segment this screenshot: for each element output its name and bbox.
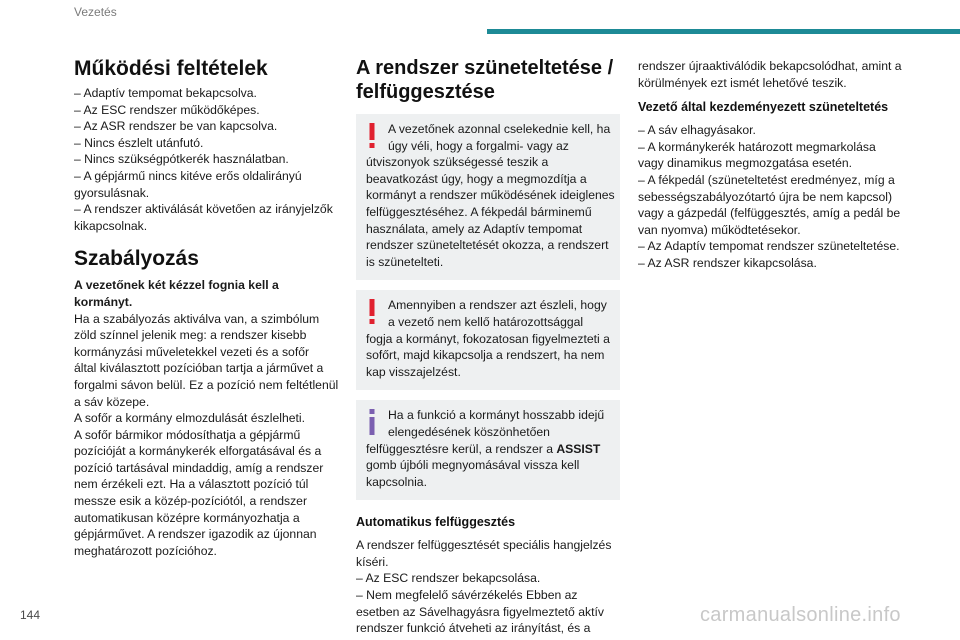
info-line: gomb újbóli megnyomásával vissza kell (366, 458, 580, 473)
condition-line: – Az ESC rendszer működőképes. (74, 102, 260, 117)
bold-line: kormányt. (74, 294, 133, 309)
info-text: felfüggesztésre kerül, a rendszer a (366, 441, 557, 456)
warning-line: fogja a kormányt, fokozatosan figyelmezteti a (366, 331, 610, 346)
body-line: forgalmi sávon belül. Ez a pozíció nem feltétlenül (74, 377, 339, 392)
body-line: A rendszer felfüggesztését speciális hangjelzés (356, 538, 612, 553)
warning-exclamation-icon (368, 123, 376, 149)
warning-line: rendszer szüneteltetését okozza, a rendszert (366, 238, 609, 253)
info-line: Ha a funkció a kormányt hosszabb idejű (388, 408, 605, 423)
body-line: nem érzékeli ezt. Ha a választott pozíció túl (74, 477, 309, 492)
warning-box-2 (356, 290, 620, 390)
subheading-driver-initiated-pause: Vezető által kezdeményezett szüneteltetés (638, 100, 889, 115)
body-line: esetben az Sávelhagyásra figyelmeztető aktív (356, 604, 604, 619)
warning-line: úgy véli, hogy a forgalmi- vagy az (388, 138, 569, 153)
column-2 (356, 56, 620, 637)
body-line: kíséri. (356, 554, 389, 569)
condition-line: – Az ASR rendszer be van kapcsolva. (74, 119, 278, 134)
list-item: – Az ASR rendszer kikapcsolása. (638, 255, 817, 270)
condition-line: – Nincs észlelt utánfutó. (74, 135, 204, 150)
info-line (366, 441, 612, 458)
list-item: sebességszabályozótartó újra be nem kapcsol) (638, 189, 893, 204)
heading-regulation: Szabályozás (74, 247, 199, 271)
body-line: gépjárművet. A rendszer igazodik az újonnan (74, 527, 317, 542)
list-item: vagy dinamikus megmozgatása esetén. (638, 156, 853, 171)
list-item: vagy a gázpedál (felfüggesztés, amíg a pedál be (638, 206, 901, 221)
column-1 (74, 56, 346, 559)
column-3 (638, 58, 904, 272)
body-line: meghatározott pozícióhoz. (74, 543, 217, 558)
heading-operating-conditions: Működési feltételek (74, 57, 268, 80)
condition-line: – A rendszer aktiválását követően az irányjelzők (74, 202, 333, 217)
warning-line: A vezetőnek azonnal cselekednie kell, ha (388, 122, 611, 136)
body-line: körülmények ezt ismét lehetővé teszik. (638, 75, 847, 90)
body-line: – Az ESC rendszer bekapcsolása. (356, 571, 541, 586)
warning-line: felfüggesztéséhez. A fékpedál bárminemű (366, 204, 592, 219)
conditions-list (74, 85, 346, 234)
body-line: A sofőr a kormány elmozdulását észlelheti. (74, 411, 305, 426)
list-item: – A fékpedál (szüneteltetést eredményez, míg a (638, 172, 895, 187)
warning-line: beavatkozást úgy, hogy a megmozdítja a (366, 171, 587, 186)
body-line: pozíció tartásával mindaddig, amíg a rendszer (74, 460, 324, 475)
body-line: rendszer újraaktiválódik bekapcsolódhat, amint a (638, 59, 902, 73)
info-line: kapcsolnia. (366, 474, 427, 489)
body-line: – Nem megfelelő sávérzékelés Ebben az (356, 588, 578, 603)
body-line: A sofőr bármikor módosíthatja a gépjármű (74, 427, 301, 442)
condition-line: gyorsulásnak. (74, 185, 150, 200)
list-item: – Az Adaptív tempomat rendszer szüneteltetése. (638, 239, 900, 254)
warning-line: használata, amely az Adaptív tempomat (366, 221, 583, 236)
list-item: – A sáv elhagyásakor. (638, 123, 756, 138)
subheading-automatic-suspension: Automatikus felfüggesztés (356, 515, 516, 530)
body-line: zöld színnel jelenik meg: a rendszer kisebb (74, 328, 307, 343)
heading-line: felfüggesztése (356, 81, 495, 103)
warning-box-1 (356, 114, 620, 280)
info-box (356, 400, 620, 500)
warning-exclamation-icon (368, 299, 376, 325)
regulation-text (74, 277, 346, 559)
body-line: automatikusan középre kormányozhatja a (74, 510, 300, 525)
body-line: kormányzási műveletekkel vezeti és a sofőr (74, 344, 310, 359)
condition-line: – A gépjármű nincs kitéve erős oldalirányú (74, 168, 302, 183)
warning-line: sofőrt, majd kikapcsolja a rendszert, ha nem (366, 348, 605, 363)
body-line: által kiválasztott pozícióban tartja a járművet a (74, 361, 324, 376)
info-i-icon (368, 409, 376, 435)
condition-line: – Adaptív tempomat bekapcsolva. (74, 86, 257, 100)
body-line: messze esik a közép-pozíciótól, a rendszer (74, 494, 308, 509)
info-line: elengedésének köszönhetően (388, 424, 550, 439)
page-number: 144 (20, 608, 41, 622)
bold-line: A vezetőnek két kézzel fognia kell a (74, 278, 279, 293)
heading-line: A rendszer szüneteltetése / (356, 57, 614, 79)
list-item: – A kormánykerék határozott megmarkolása (638, 139, 876, 154)
condition-line: – Nincs szükségpótkerék használatban. (74, 152, 289, 167)
warning-line: a vezető nem kellő határozottsággal (388, 314, 584, 329)
body-line: a sáv közepe. (74, 394, 150, 409)
body-line: pozícióját a kormánykerék elforgatásával és a (74, 444, 322, 459)
warning-line: kap visszajelzést. (366, 364, 461, 379)
warning-line: kormányt a rendszer működésének ideiglenes (366, 188, 615, 203)
list-item: van nyomva) működtetésekor. (638, 222, 801, 237)
automatic-suspension-text (356, 537, 620, 637)
condition-line: kikapcsolnak. (74, 218, 148, 233)
warning-line: Amennyiben a rendszer azt észleli, hogy (388, 298, 607, 313)
driver-pause-list (638, 122, 904, 271)
assist-button-label: ASSIST (556, 441, 601, 456)
warning-line: útviszonyok szükségessé teszik a (366, 155, 549, 170)
body-line: Ha a szabályozás aktiválva van, a szimbólum (74, 311, 320, 326)
watermark: carmanualsonline.info (700, 604, 901, 626)
heading-suspend-system (356, 56, 620, 104)
body-line: rendszer funkció átveheti az irányítást, és a (356, 621, 591, 636)
header-section-label: Vezetés (74, 5, 117, 19)
header-accent-bar (487, 29, 960, 34)
continued-text (638, 58, 904, 91)
warning-line: is szünetelteti. (366, 254, 444, 269)
